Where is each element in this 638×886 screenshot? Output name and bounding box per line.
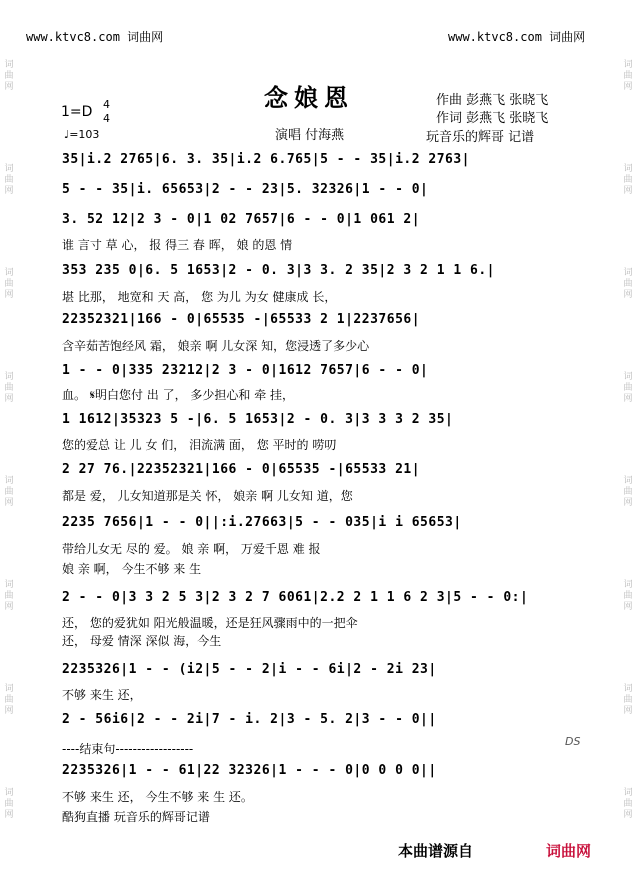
watermark-text: 词 曲 网 — [4, 164, 14, 196]
notes-line: 2 27 76.|22352321|166 - 0|65535 -|65533 21| — [62, 462, 421, 477]
singer-credit: 演唱 付海燕 — [275, 128, 345, 143]
lyrics-line: 堪 比那， 地宽和 天 高， 您 为儿 为女 健康成 长， — [62, 290, 337, 304]
notes-line: 2235 7656|1 - - 0||:i.27663|5 - - 035|i i 65653| — [62, 515, 462, 530]
source-label: 本曲谱源自 — [398, 842, 474, 860]
lyrics-line: 不够 来生 还， — [62, 688, 142, 702]
notes-line: 1 - - 0|335 23212|2 3 - 0|1612 7657|6 - - 0| — [62, 363, 429, 378]
time-sig-bottom: 4 — [103, 112, 110, 125]
lyrics-line: 带给儿女无 尽的 爱。 娘 亲 啊， 万爱千恩 难 报 — [62, 542, 321, 556]
watermark-text: 词 曲 网 — [4, 580, 14, 612]
watermark-text: 词 曲 网 — [623, 164, 633, 196]
lyrics-line: 谁 言寸 草 心， 报 得三 春 晖， 娘 的恩 情 — [62, 238, 293, 252]
header-site-right[interactable]: www.ktvc8.com 词曲网 — [448, 30, 586, 44]
watermark-text: 词 曲 网 — [623, 580, 633, 612]
notes-line: 5 - - 35|i. 65653|2 - - 23|5. 32326|1 - - 0| — [62, 182, 429, 197]
watermark-text: 词 曲 网 — [623, 60, 633, 92]
lyricist-credit: 作词 彭燕飞 张晓飞 — [436, 111, 549, 126]
watermark-text: 词 曲 网 — [623, 268, 633, 300]
tempo-marking: ♩=103 — [64, 128, 100, 141]
watermark-text: 词 曲 网 — [623, 788, 633, 820]
watermark-text: 词 曲 网 — [4, 788, 14, 820]
footer-credit: 酷狗直播 玩音乐的辉哥记谱 — [62, 810, 210, 824]
lyrics-line: 都是 爱， 儿女知道那是关 怀， 娘亲 啊 儿女知 道，您 — [62, 489, 353, 503]
brand-logo[interactable]: 词曲网 — [546, 842, 592, 860]
composer-credit: 作曲 彭燕飞 张晓飞 — [436, 93, 549, 108]
watermark-text: 词 曲 网 — [4, 684, 14, 716]
notes-line: 2235326|1 - - 61|22 32326|1 - - - 0|0 0 0 0|| — [62, 763, 437, 778]
notes-line: 22352321|166 - 0|65535 -|65533 2 1|2237656| — [62, 312, 421, 327]
transcriber-credit: 玩音乐的辉哥 记谱 — [426, 130, 535, 145]
key-signature: 1=D — [61, 104, 93, 120]
lyrics-line: ----结束句------------------ — [62, 742, 194, 756]
watermark-text: 词 曲 网 — [4, 476, 14, 508]
notes-line: 35|i.2 2765|6. 3. 35|i.2 6.765|5 - - 35|i.2 2763| — [62, 152, 471, 167]
lyrics-line: 您的爱总 让 儿 女 们， 泪流满 面， 您 平时的 唠叨 — [62, 438, 337, 452]
watermark-text: 词 曲 网 — [4, 60, 14, 92]
notes-line: 1 1612|35323 5 -|6. 5 1653|2 - 0. 3|3 3 3 2 35| — [62, 412, 454, 427]
notes-line: 353 235 0|6. 5 1653|2 - 0. 3|3 3. 2 35|2 3 2 1 1 6.| — [62, 263, 495, 278]
notes-line: 2235326|1 - - (i2|5 - - 2|i - - 6i|2 - 2i 23| — [62, 662, 437, 677]
watermark-text: 词 曲 网 — [623, 476, 633, 508]
lyrics-line: 含辛茹苦饱经风 霜， 娘亲 啊 儿女深 知，您浸透了多少心 — [62, 339, 370, 353]
dal-segno-sign: DS — [565, 735, 581, 748]
lyrics-line: 血。 𝄋明白您付 出 了， 多少担心和 牵 挂， — [62, 388, 295, 402]
lyrics-line: 娘 亲 啊， 今生不够 来 生 — [62, 562, 202, 576]
notes-line: 2 - - 0|3 3 2 5 3|2 3 2 7 6061|2.2 2 1 1 6 2 3|5 - - 0:| — [62, 590, 529, 605]
lyrics-line: 还， 母爱 情深 深似 海，今生 — [62, 634, 222, 648]
watermark-text: 词 曲 网 — [4, 268, 14, 300]
header-site-left[interactable]: www.ktvc8.com 词曲网 — [26, 30, 164, 44]
lyrics-line: 不够 来生 还， 今生不够 来 生 还。 — [62, 790, 253, 804]
lyrics-line: 还， 您的爱犹如 阳光般温暖，还是狂风骤雨中的一把伞 — [62, 616, 358, 630]
watermark-text: 词 曲 网 — [623, 372, 633, 404]
song-title: 念娘恩 — [264, 84, 354, 112]
time-sig-top: 4 — [103, 98, 110, 111]
watermark-text: 词 曲 网 — [4, 372, 14, 404]
watermark-text: 词 曲 网 — [623, 684, 633, 716]
notes-line: 3. 52 12|2 3 - 0|1 02 7657|6 - - 0|1 061 2| — [62, 212, 421, 227]
notes-line: 2 - 56i6|2 - - 2i|7 - i. 2|3 - 5. 2|3 - - 0|| — [62, 712, 437, 727]
